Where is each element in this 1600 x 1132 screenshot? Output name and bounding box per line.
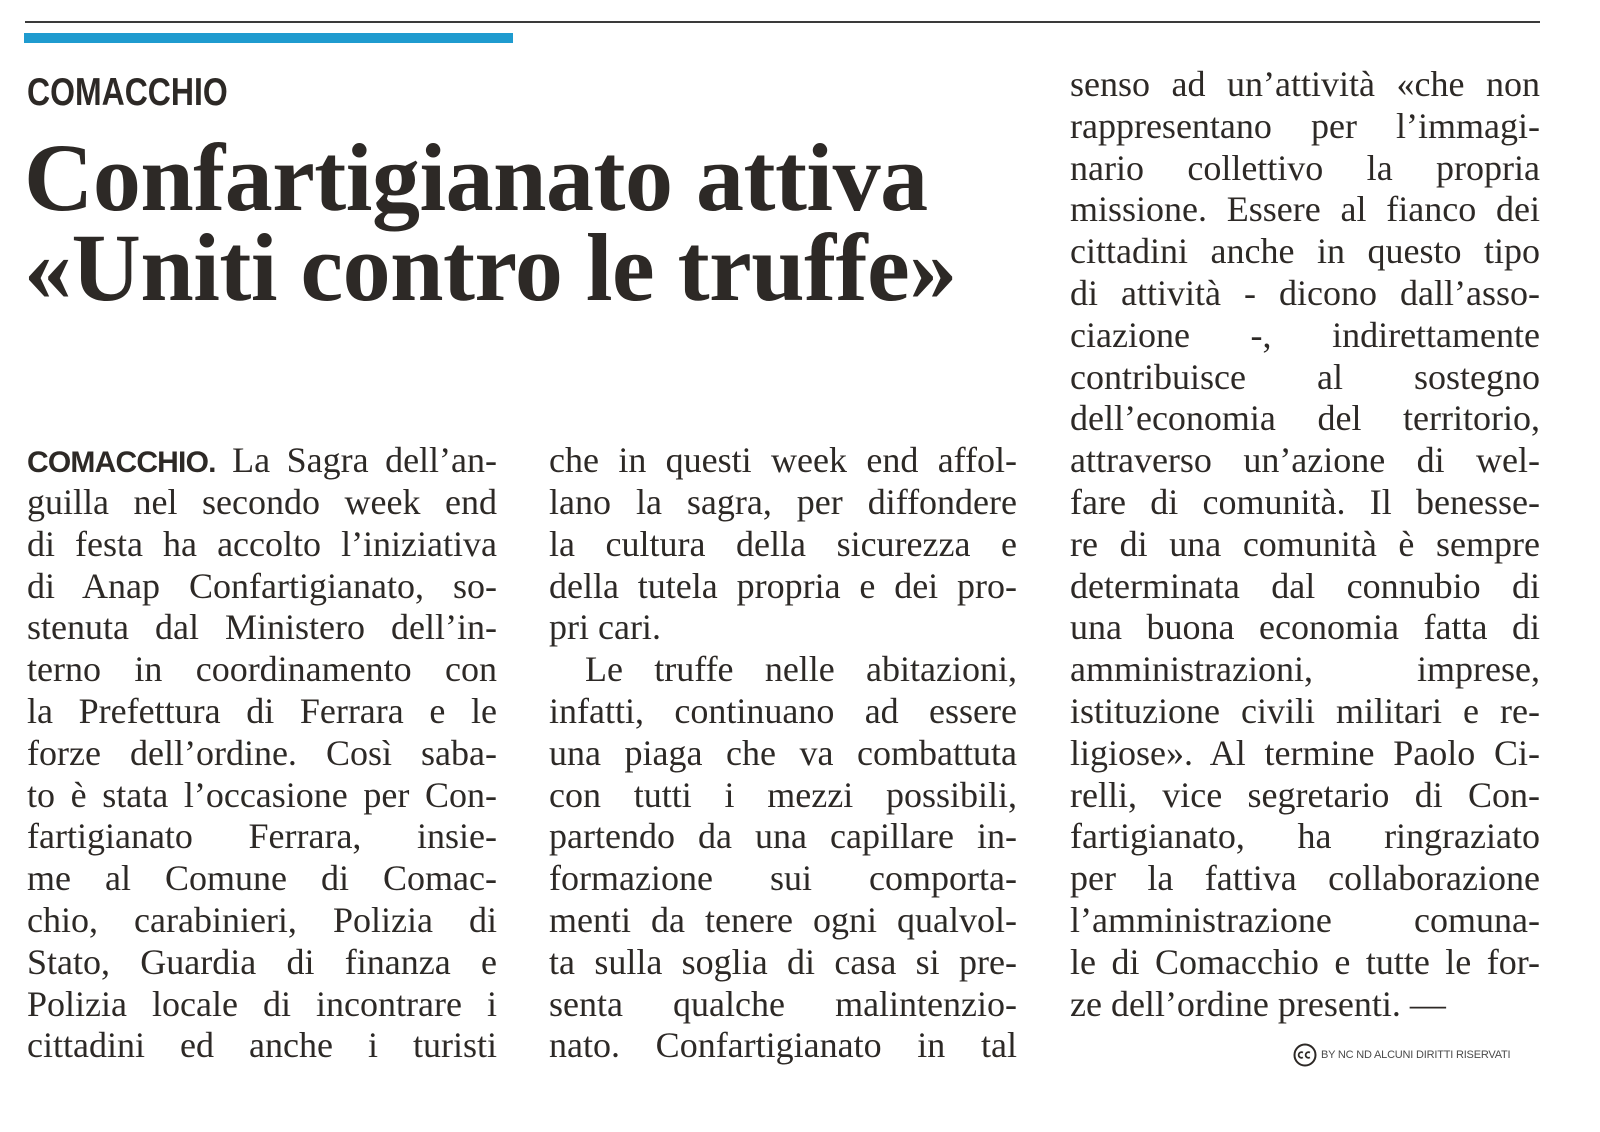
- top-rule: [25, 21, 1540, 23]
- license-text: BY NC ND ALCUNI DIRITTI RISERVATI: [1321, 1049, 1511, 1061]
- col2-line: una piaga che va combattuta: [549, 732, 1017, 773]
- col3-line: amministrazioni, imprese,: [1070, 649, 1540, 690]
- col2-line: lano la sagra, per diffondere: [549, 481, 1017, 522]
- article-column-3: [1070, 64, 1540, 1025]
- col3-line: di attività - dicono dall’asso-: [1070, 272, 1540, 313]
- col1-line: Stato, Guardia di finanza e: [27, 941, 497, 982]
- col1-line: [27, 440, 497, 482]
- col3-line: rappresentano per l’immagi-: [1070, 105, 1540, 146]
- col1-line: fartigianato Ferrara, insie-: [27, 816, 497, 857]
- col1-line: di Anap Confartigianato, so-: [27, 565, 497, 606]
- col1-line: to è stata l’occasione per Con-: [27, 774, 497, 815]
- article-column-2: [549, 440, 1017, 1067]
- headline: [24, 123, 957, 321]
- col3-line: dell’economia del territorio,: [1070, 398, 1540, 439]
- col2-line: ta sulla soglia di casa si pre-: [549, 941, 1017, 982]
- col3-line: per la fattiva collaborazione: [1070, 858, 1540, 899]
- col2-line: senta qualche malintenzio-: [549, 983, 1017, 1024]
- col3-line: missione. Essere al fianco dei: [1070, 189, 1540, 230]
- col2-line: formazione sui comporta-: [549, 858, 1017, 899]
- col1-line: Polizia locale di incontrare i: [27, 983, 497, 1024]
- article-column-1: [27, 440, 497, 1067]
- col3-line: fare di comunità. Il benesse-: [1070, 481, 1540, 522]
- dateline: COMACCHIO.: [27, 446, 216, 480]
- col3-line: senso ad un’attività «che non: [1070, 64, 1540, 104]
- col2-line: con tutti i mezzi possibili,: [549, 774, 1017, 815]
- col2-line: infatti, continuano ad essere: [549, 690, 1017, 731]
- col3-line: cittadini anche in questo tipo: [1070, 231, 1540, 272]
- col2-line: pri cari.: [549, 607, 661, 648]
- creative-commons-icon: [1293, 1043, 1317, 1067]
- col2-line: della tutela propria e dei pro-: [549, 565, 1017, 606]
- section-kicker: COMACCHIO: [27, 71, 228, 114]
- col1-line-text: La Sagra dell’an-: [232, 440, 498, 481]
- col3-line: ligiose». Al termine Paolo Ci-: [1070, 732, 1540, 773]
- col1-line: stenuta dal Ministero dell’in-: [27, 607, 497, 648]
- col3-line: determinata dal connubio di: [1070, 565, 1540, 606]
- col3-line: istituzione civili militari e re-: [1070, 690, 1540, 731]
- col1-line: terno in coordinamento con: [27, 649, 497, 690]
- col3-line: le di Comacchio e tutte le for-: [1070, 941, 1540, 982]
- col2-line: la cultura della sicurezza e: [549, 523, 1017, 564]
- col1-line: la Prefettura di Ferrara e le: [27, 690, 497, 731]
- col3-line: ze dell’ordine presenti. —: [1070, 983, 1446, 1024]
- col3-line: nario collettivo la propria: [1070, 147, 1540, 188]
- col1-line: guilla nel secondo week end: [27, 481, 497, 522]
- col1-line: cittadini ed anche i turisti: [27, 1025, 497, 1066]
- col2-line: Le truffe nelle abitazioni,: [585, 649, 1017, 690]
- col3-line: relli, vice segretario di Con-: [1070, 774, 1540, 815]
- license-footer: [1293, 1043, 1510, 1067]
- col3-line: una buona economia fatta di: [1070, 607, 1540, 648]
- col3-line: ciazione -, indirettamente: [1070, 314, 1540, 355]
- col1-line: chio, carabinieri, Polizia di: [27, 899, 497, 940]
- col2-line: che in questi week end affol-: [549, 440, 1017, 481]
- section-accent-bar: [24, 33, 513, 43]
- col3-line: attraverso un’azione di wel-: [1070, 440, 1540, 481]
- col2-line: partendo da una capillare in-: [549, 816, 1017, 857]
- col1-line: forze dell’ordine. Così saba-: [27, 732, 497, 773]
- col1-line: me al Comune di Comac-: [27, 858, 497, 899]
- col3-line: re di una comunità è sempre: [1070, 523, 1540, 564]
- headline-line: Confartigianato attiva: [24, 123, 928, 231]
- col1-line: di festa ha accolto l’iniziativa: [27, 523, 497, 564]
- headline-line: «Uniti contro le truffe»: [24, 213, 957, 321]
- col3-line: l’amministrazione comuna-: [1070, 899, 1540, 940]
- col2-line: menti da tenere ogni qualvol-: [549, 899, 1017, 940]
- col3-line: contribuisce al sostegno: [1070, 356, 1540, 397]
- col3-line: fartigianato, ha ringraziato: [1070, 816, 1540, 857]
- col2-line: nato. Confartigianato in tal: [549, 1025, 1017, 1066]
